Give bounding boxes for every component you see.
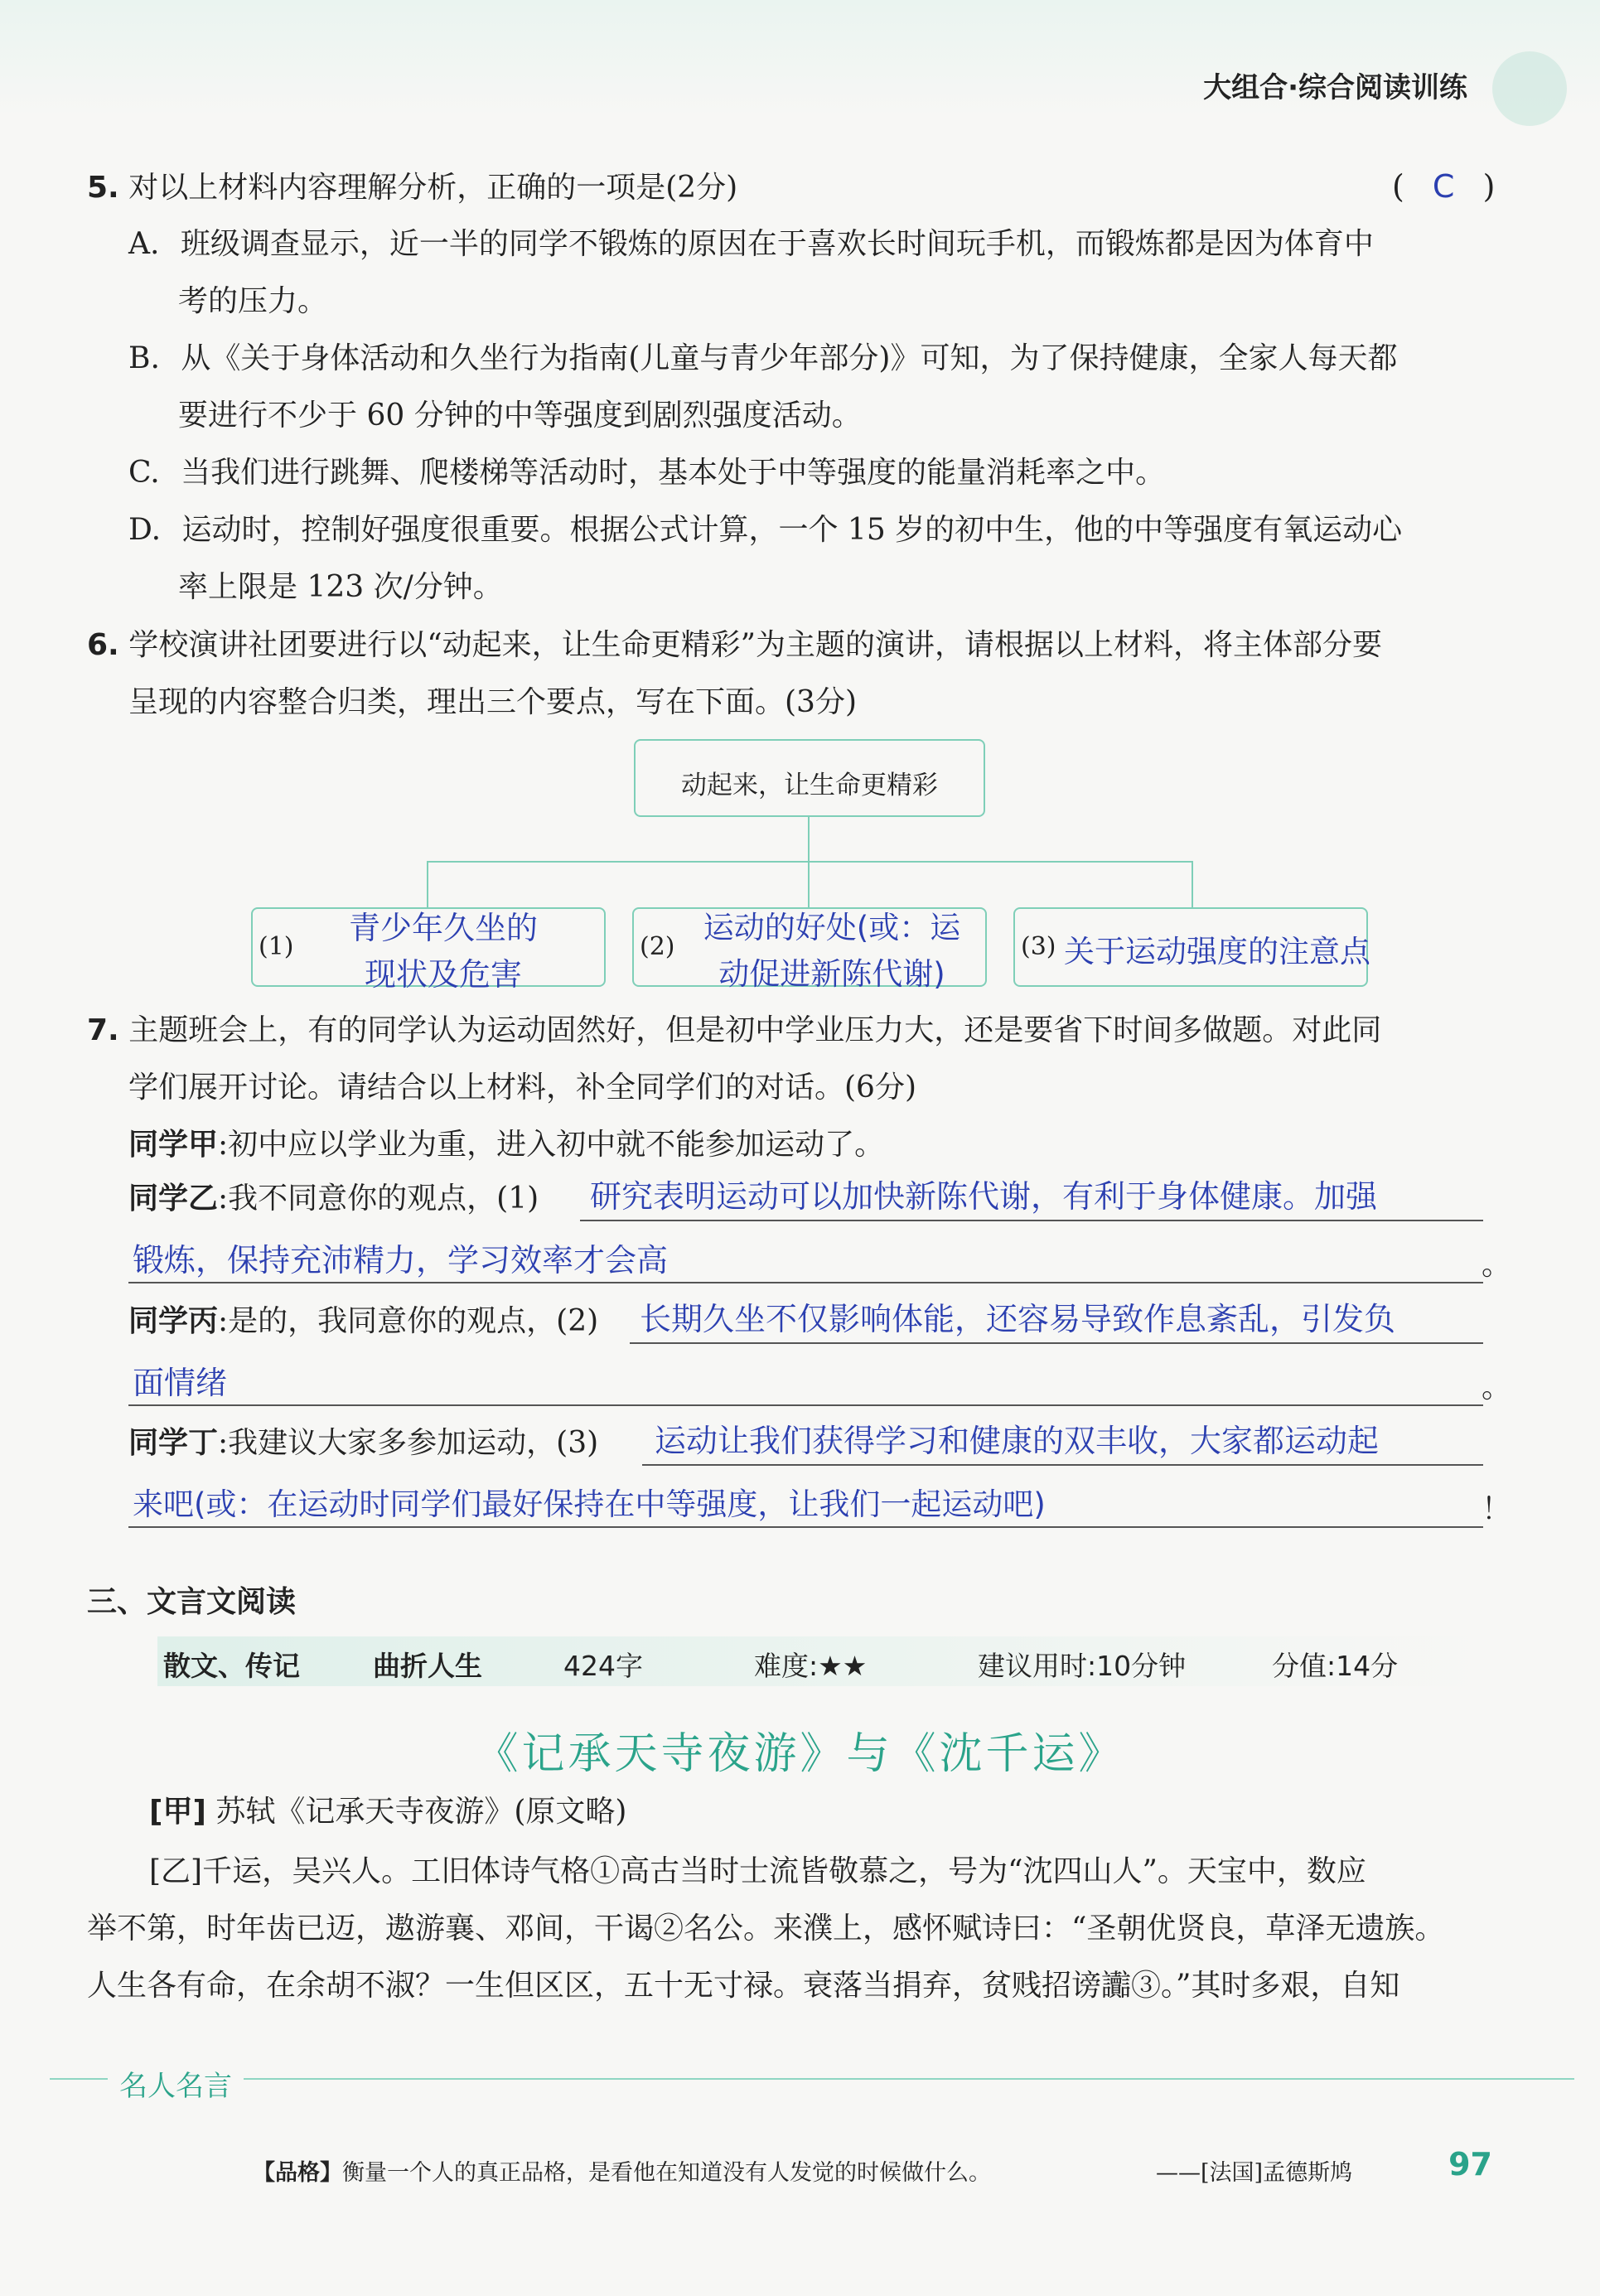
- connector-horizontal: [427, 861, 1193, 863]
- q5-option-d: [128, 512, 1402, 548]
- bing-answer-line-2: 面情绪: [133, 1365, 228, 1401]
- passage-tag: [甲]: [149, 1795, 206, 1829]
- branch-2-answer-line: 动促进新陈代谢): [718, 956, 945, 992]
- passage-jia-text: 苏轼《记承天寺夜游》(原文略): [215, 1795, 627, 1829]
- dialog-line-yi: [128, 1181, 539, 1216]
- passage-tag: [乙]: [149, 1854, 203, 1888]
- q5-option-c: [128, 455, 1165, 491]
- q6-stem-cont: 呈现的内容整合归类，理出三个要点，写在下面。(3分): [128, 685, 857, 719]
- info-theme: 曲折人生: [373, 1650, 482, 1682]
- connector-middle: [808, 861, 810, 907]
- speaker-label: 同学丙: [128, 1304, 219, 1338]
- passage-yi-line-2: 举不第，时年齿已迈，遨游襄、邓间，干谒②名公。来濮上，感怀赋诗曰：“圣朝优贤良，草泽无遗族。: [87, 1912, 1445, 1946]
- passage-jia: [149, 1794, 626, 1830]
- answer-underline: [642, 1464, 1483, 1466]
- info-genre: 散文、传记: [163, 1650, 300, 1682]
- branch-1-answer-line: 青少年久坐的: [348, 910, 538, 946]
- ding-end-punct: ！: [1482, 1492, 1512, 1526]
- answer-underline: [128, 1526, 1483, 1528]
- passage-yi-text: 千运，吴兴人。工旧体诗气格①高古当时士流皆敬慕之，号为“沈四山人”。天宝中，数应: [202, 1854, 1366, 1888]
- q7-stem: [87, 1013, 1381, 1048]
- option-letter: A.: [128, 227, 160, 261]
- branch-1-answer-line: 现状及危害: [364, 956, 522, 993]
- q5-stem-text: 对以上材料内容理解分析，正确的一项是(2分): [128, 171, 738, 205]
- dialog-line-bing: [128, 1303, 598, 1339]
- yi-answer-line-2: 锻炼，保持充沛精力，学习效率才会高: [133, 1242, 669, 1279]
- branch-2-answer: [678, 905, 986, 998]
- page-header-title: 大组合·综合阅读训练: [1203, 71, 1467, 104]
- ding-answer-line-1: 运动让我们获得学习和健康的双丰收，大家都运动起: [655, 1423, 1380, 1459]
- quote-author: ——[法国]孟德斯鸠: [1156, 2160, 1353, 2186]
- q5-option-b-cont: 要进行不少于 60 分钟的中等强度到剧烈强度活动。: [178, 399, 862, 433]
- decorative-circle: [1492, 51, 1567, 126]
- passage-title: 《记承天寺夜游》与《沈千运》: [475, 1729, 1125, 1779]
- q5-number: 5.: [87, 171, 119, 205]
- option-letter: C.: [128, 456, 160, 490]
- option-letter: B.: [128, 341, 160, 375]
- passage-yi-line-3: 人生各有命，在余胡不淑？一生但区区，五十无寸禄。衰落当捐弃，贫贱招谤讟③。”其时多艰，自知: [87, 1969, 1400, 2003]
- quote-label: 【品格】: [253, 2160, 342, 2186]
- q7-number: 7.: [87, 1013, 119, 1047]
- q7-stem-text: 主题班会上，有的同学认为运动固然好，但是初中学业压力大，还是要省下时间多做题。对此同: [128, 1013, 1382, 1047]
- q5-option-b: [128, 341, 1397, 376]
- option-text: 从《关于身体活动和久坐行为指南(儿童与青少年部分)》可知，为了保持健康，全家人每天都: [181, 341, 1398, 375]
- speaker-label: 同学丁: [128, 1426, 219, 1460]
- branch-3-answer: 关于运动强度的注意点: [1064, 934, 1370, 969]
- q5-stem: [87, 170, 737, 205]
- dialog-text: :是的，我同意你的观点，(2): [218, 1304, 599, 1338]
- dialog-text: :我建议大家多参加运动，(3): [218, 1426, 599, 1460]
- q6-stem-text: 学校演讲社团要进行以“动起来，让生命更精彩”为主题的演讲，请根据以上材料，将主体部分要: [128, 628, 1382, 662]
- q5-option-a-cont: 考的压力。: [178, 284, 328, 318]
- footer-divider: [50, 2078, 1574, 2080]
- connector-left: [427, 861, 428, 907]
- branch-2-num: (2): [640, 932, 675, 961]
- yi-end-punct: 。: [1482, 1248, 1512, 1282]
- option-text: 当我们进行跳舞、爬楼梯等活动时，基本处于中等强度的能量消耗率之中。: [181, 456, 1166, 490]
- info-word-count: 424字: [563, 1650, 643, 1682]
- branch-3-num: (3): [1021, 932, 1056, 961]
- answer-underline: [128, 1404, 1483, 1406]
- info-time: 建议用时:10分钟: [978, 1650, 1187, 1682]
- q5-option-a: [128, 226, 1374, 262]
- q5-option-d-cont: 率上限是 123 次/分钟。: [178, 570, 503, 604]
- page-number: 97: [1448, 2146, 1492, 2182]
- q7-stem-cont: 学们展开讨论。请结合以上材料，补全同学们的对话。(6分): [128, 1071, 916, 1104]
- option-letter: D.: [128, 513, 162, 547]
- dialog-line-jia: [128, 1127, 884, 1163]
- answer-underline: [128, 1282, 1483, 1283]
- q5-answer: C: [1432, 168, 1455, 205]
- answer-underline: [630, 1342, 1483, 1344]
- connector-right: [1192, 861, 1193, 907]
- option-text: 班级调查显示，近一半的同学不锻炼的原因在于喜欢长时间玩手机，而锻炼都是因为体育中: [180, 227, 1374, 261]
- dialog-text: :初中应以学业为重，进入初中就不能参加运动了。: [218, 1128, 885, 1162]
- diagram-root-text: 动起来，让生命更精彩: [681, 771, 938, 800]
- quote-text: 衡量一个人的真正品格，是看他在知道没有人发觉的时候做什么。: [342, 2160, 991, 2186]
- bing-end-punct: 。: [1482, 1370, 1512, 1404]
- footer-quote: [253, 2154, 991, 2187]
- branch-1-answer: [307, 905, 580, 998]
- footer-tag: 名人名言: [108, 2063, 244, 2104]
- bing-answer-line-1: 长期久坐不仅影响体能，还容易导致作息紊乱，引发负: [640, 1301, 1396, 1337]
- info-score: 分值:14分: [1272, 1650, 1399, 1682]
- dialog-line-ding: [128, 1425, 598, 1461]
- dialog-text: :我不同意你的观点，(1): [218, 1182, 539, 1216]
- paren-close: ): [1482, 168, 1496, 205]
- answer-underline: [580, 1220, 1483, 1221]
- connector-vertical: [808, 815, 810, 862]
- q5-answer-bracket: [1392, 168, 1495, 206]
- branch-2-answer-line: 运动的好处(或：运: [703, 910, 961, 945]
- option-text: 运动时，控制好强度很重要。根据公式计算，一个 15 岁的初中生，他的中等强度有氧运动心: [181, 513, 1403, 547]
- info-difficulty: 难度:★★: [754, 1650, 868, 1682]
- paren-open: (: [1392, 168, 1404, 205]
- ding-answer-line-2: 来吧(或：在运动时同学们最好保持在中等强度，让我们一起运动吧): [133, 1486, 1046, 1522]
- branch-1-num: (1): [259, 932, 294, 961]
- yi-answer-line-1: 研究表明运动可以加快新陈代谢，有利于身体健康。加强: [590, 1178, 1378, 1215]
- section-heading: 三、文言文阅读: [87, 1585, 297, 1619]
- speaker-label: 同学乙: [128, 1182, 219, 1216]
- passage-yi-line-1: [149, 1854, 1366, 1889]
- q6-number: 6.: [87, 628, 119, 662]
- q6-stem: [87, 627, 1382, 663]
- speaker-label: 同学甲: [128, 1128, 219, 1162]
